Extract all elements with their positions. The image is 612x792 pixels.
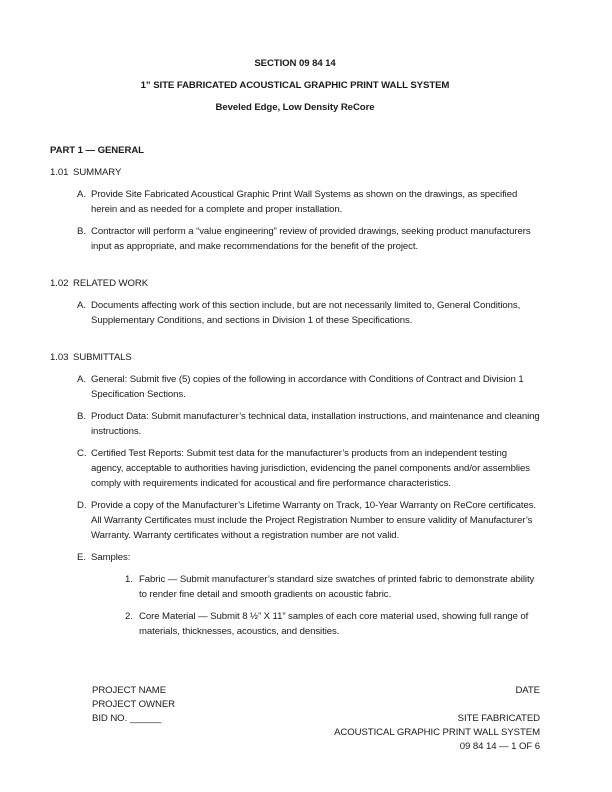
item-marker: D. (77, 500, 87, 511)
item-marker: E. (77, 552, 86, 563)
part-heading: PART 1 — GENERAL (50, 145, 144, 156)
section-heading (50, 165, 540, 180)
footer-blank-line (334, 698, 540, 712)
item-marker: C. (77, 448, 87, 459)
list-item (77, 409, 540, 439)
footer-project-block (92, 684, 175, 726)
document-title: 1” SITE FABRICATED ACOUSTICAL GRAPHIC PRINT WALL SYSTEM (140, 80, 450, 91)
footer-bid-no: BID NO. ______ (92, 713, 162, 724)
item-marker: 2. (125, 611, 133, 622)
section-items (50, 298, 540, 328)
item-text: Core Material — Submit 8 ½” X 11” samples of each core material used, showing full range of materials, thicknesses, acoustics, and densities. (139, 611, 529, 637)
list-item (77, 372, 540, 402)
item-marker: A. (77, 189, 86, 200)
item-text: Contractor will perform a “value engineering” review of provided drawings, seeking product manufacturers input as appropriate, and make recommendations for the benefit of the project. (91, 226, 531, 252)
item-text: General: Submit five (5) copies of the following in accordance with Conditions of Contract and Division 1 Specification Sections. (91, 374, 524, 400)
item-marker: 1. (125, 574, 133, 585)
section-number: 1.01 (50, 167, 69, 178)
item-text: Samples: (91, 552, 131, 563)
item-text: Product Data: Submit manufacturer’s technical data, installation instructions, and maintenance and cleaning instructions. (91, 411, 540, 437)
footer-page-number: 09 84 14 — 1 OF 6 (459, 741, 540, 752)
spec-section (50, 165, 540, 254)
section-title: SUBMITTALS (73, 352, 132, 363)
section-items (50, 372, 540, 639)
subitems (77, 572, 540, 639)
list-item (77, 446, 540, 491)
footer-date: DATE (515, 685, 540, 696)
item-marker: B. (77, 411, 86, 422)
section-heading (50, 350, 540, 365)
list-item (125, 609, 540, 639)
item-text: Documents affecting work of this section include, but are not necessarily limited to, General Conditions, Supplementary Conditions, and sections in Division 1 of these Specifications. (91, 300, 521, 326)
footer-project-owner: PROJECT OWNER (92, 699, 175, 710)
section-number-title: SECTION 09 84 14 (254, 58, 336, 69)
list-item (77, 224, 540, 254)
section-title: RELATED WORK (73, 278, 149, 289)
list-item (125, 572, 540, 602)
footer-system-name: ACOUSTICAL GRAPHIC PRINT WALL SYSTEM (334, 727, 540, 738)
section-title: SUMMARY (73, 167, 122, 178)
item-text: Certified Test Reports: Submit test data for the manufacturer’s products from an independent testing agency, acceptable to authorities having jurisdiction, evidencing the panel components and/or assemblies comply with requirements indicated for acoustical and fire performance characteristics. (91, 448, 530, 489)
item-marker: B. (77, 226, 86, 237)
footer-site-fabricated: SITE FABRICATED (457, 713, 540, 724)
section-number: 1.03 (50, 352, 69, 363)
spec-section (50, 276, 540, 328)
item-text: Provide Site Fabricated Acoustical Graphic Print Wall Systems as shown on the drawings, as specified herein and as needed for a complete and proper installation. (91, 189, 518, 215)
item-text: Provide a copy of the Manufacturer’s Lifetime Warranty on Track, 10-Year Warranty on ReCore certificates. All Warranty Certificates must include the Project Registration Number to ensure validity of Manufacturer’s Warranty. Warranty certificates without a registration number are not valid. (91, 500, 537, 541)
document-subtitle: Beveled Edge, Low Density ReCore (215, 102, 375, 113)
spec-section (50, 350, 540, 639)
item-marker: A. (77, 374, 86, 385)
list-item (77, 187, 540, 217)
footer-spec-block (334, 684, 540, 754)
section-heading (50, 276, 540, 291)
footer-project-name: PROJECT NAME (92, 685, 167, 696)
item-marker: A. (77, 300, 86, 311)
document-header (50, 56, 540, 115)
list-item (77, 498, 540, 543)
list-item (77, 298, 540, 328)
sections (50, 165, 540, 639)
list-item (77, 550, 540, 639)
item-text: Fabric — Submit manufacturer’s standard size swatches of printed fabric to demonstrate ability to render fine detail and smooth gradients on acoustic fabric. (139, 574, 535, 600)
section-items (50, 187, 540, 254)
section-number: 1.02 (50, 278, 69, 289)
